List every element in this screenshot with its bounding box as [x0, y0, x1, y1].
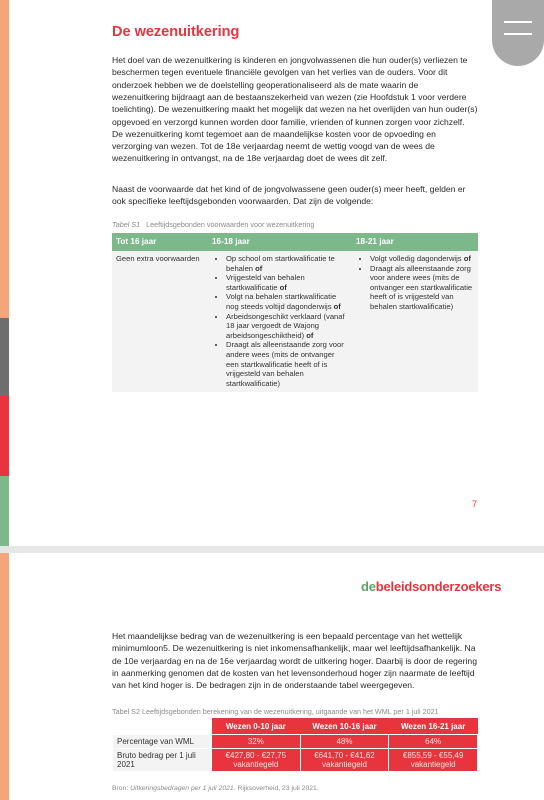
list-item: • Draagt als alleenstaande zorg voor andere wees (mits de ontvanger een startkwalificatie heeft of is vrijgesteld van behalen startkwalificatie)	[226, 340, 348, 388]
header-0-10: Wezen 0-10 jaar	[212, 718, 301, 735]
cell-tot-16: Geen extra voorwaarden	[112, 251, 208, 392]
sidebar-strip-green	[0, 476, 9, 548]
paragraph-line: De wezenuitkering komt tegemoet aan de maandelijkse kosten voor de opvoeding en	[112, 128, 436, 139]
paragraph-line: wezenuitkering bijdraagt aan de bestaanszekerheid van wezen (zie Hoofdstuk 1 voor verdere	[112, 91, 467, 102]
sidebar-strip-red	[0, 396, 9, 476]
header-10-16: Wezen 10-16 jaar	[300, 718, 389, 735]
table-row	[113, 749, 478, 772]
list-item: • Vrijgesteld van behalen startkwalificatie of	[226, 273, 348, 292]
paragraph-line: ook specifieke leeftijdsgebonden voorwaarden. Dat zijn de volgende:	[112, 196, 374, 207]
cell-18-21	[352, 251, 478, 392]
paragraph-line: Het doel van de wezenuitkering is kinderen en jongvolwassenen die hun ouder(s) verliezen te	[112, 55, 468, 65]
amounts-table	[112, 718, 478, 772]
sidebar-strip-grey	[0, 318, 9, 396]
paragraph-line: verzorging van wezen. Tot de 18e verjaardag neemt de wettig voogd van de wees de	[112, 141, 435, 152]
paragraph-line: van het kind hoger is. De bedragen zijn in de onderstaande tabel weergegeven.	[112, 680, 415, 691]
page-number: 7	[472, 499, 478, 509]
cell-value: €855,59 - €55,49 vakantiegeld	[389, 749, 478, 772]
conditions-table	[112, 233, 478, 392]
list-item: • Draagt als alleenstaande zorg voor andere wees (mits de ontvanger een startkwalificatie heeft of is vrijgesteld van behalen startkwalificatie)	[370, 264, 474, 312]
brand-logo: debeleidsonderzoekers	[361, 579, 502, 594]
cell-value: €641,70 - €41,62 vakantiegeld	[300, 749, 389, 772]
paragraph-line: wezenuitkering in ontvangst, na de 18e verjaardag doet de wees dit zelf.	[112, 153, 388, 164]
row-label: Bruto bedrag per 1 juli 2021	[113, 749, 212, 772]
cell-value: 48%	[300, 735, 389, 749]
header-16-18: 16-18 jaar	[208, 233, 352, 251]
section-heading: De wezenuitkering	[112, 24, 240, 40]
menu-button[interactable]	[492, 0, 544, 66]
table2-caption: Tabel S2 Leeftijdsgebonden berekening van de wezenuitkering, uitgaande van het WML per 1 juli 2021	[112, 707, 439, 716]
table-row	[113, 735, 478, 749]
header-16-21: Wezen 16-21 jaar	[389, 718, 478, 735]
list-item: • Volgt na behalen startkwalificatie nog steeds voltijd dagonderwijs of	[226, 292, 348, 311]
paragraph-line: toelichting). De wezenuitkering maakt het mogelijk dat wezen na het overlijden van hun ouder(s)	[112, 104, 478, 115]
cell-16-18	[208, 251, 352, 392]
list-item: • Arbeidsongeschikt verklaard (vanaf 18 jaar vergoedt de Wajong arbeidsongeschiktheid) of	[226, 312, 348, 341]
row-label: Percentage van WML	[113, 735, 212, 749]
paragraph-line: Het maandelijkse bedrag van de wezenuitkering is een bepaald percentage van het wettelijk	[112, 631, 463, 641]
paragraph-line: in aanmerking genomen dat de kosten van het levensonderhoud hoger zijn naarmate de leeftijd	[112, 667, 475, 678]
source-note: Bron: Uitkeringsbedragen per 1 juli 2021. Rijksoverheid, 23 juli 2021.	[112, 785, 319, 792]
header-tot-16: Tot 16 jaar	[112, 233, 208, 251]
header-18-21: 18-21 jaar	[352, 233, 478, 251]
paragraph-line: opgevoed en verzorgd kunnen worden door familie, vrienden of kunnen zorgen voor zichzelf.	[112, 116, 465, 127]
header-empty	[113, 718, 212, 735]
list-item: • Volgt volledig dagonderwijs of	[370, 254, 474, 264]
cell-value: €427,80 - €27,75 vakantiegeld	[212, 749, 301, 772]
paragraph-line: minimumloon5. De wezenuitkering is niet inkomensafhankelijk, maar wel leeftijdsafhankelijk. Na	[112, 643, 476, 654]
list-item: • Op school om startkwalificatie te behalen of	[226, 254, 348, 273]
sidebar-strip-orange-2	[0, 553, 9, 800]
cell-value: 32%	[212, 735, 301, 749]
sidebar-strip-orange	[0, 0, 9, 318]
paragraph-line: onderzoek hebben we de doelstelling geoperationaliseerd als de mate waarin de	[112, 79, 419, 90]
table1-caption: Tabel S1 Leeftijdsgebonden voorwaarden voor wezenuitkering	[112, 220, 315, 229]
paragraph-line: de 10e verjaardag en na de 16e verjaardag wordt de uitkering hoger. Daarbij is door de regering	[112, 655, 477, 666]
cell-value: 64%	[389, 735, 478, 749]
paragraph-line: Naast de voorwaarde dat het kind of de jongvolwassene geen ouder(s) meer heeft, gelden er	[112, 184, 466, 194]
paragraph-line: beschermen tegen eventuele financiële gevolgen van het verlies van de ouders. Voor dit	[112, 67, 448, 78]
